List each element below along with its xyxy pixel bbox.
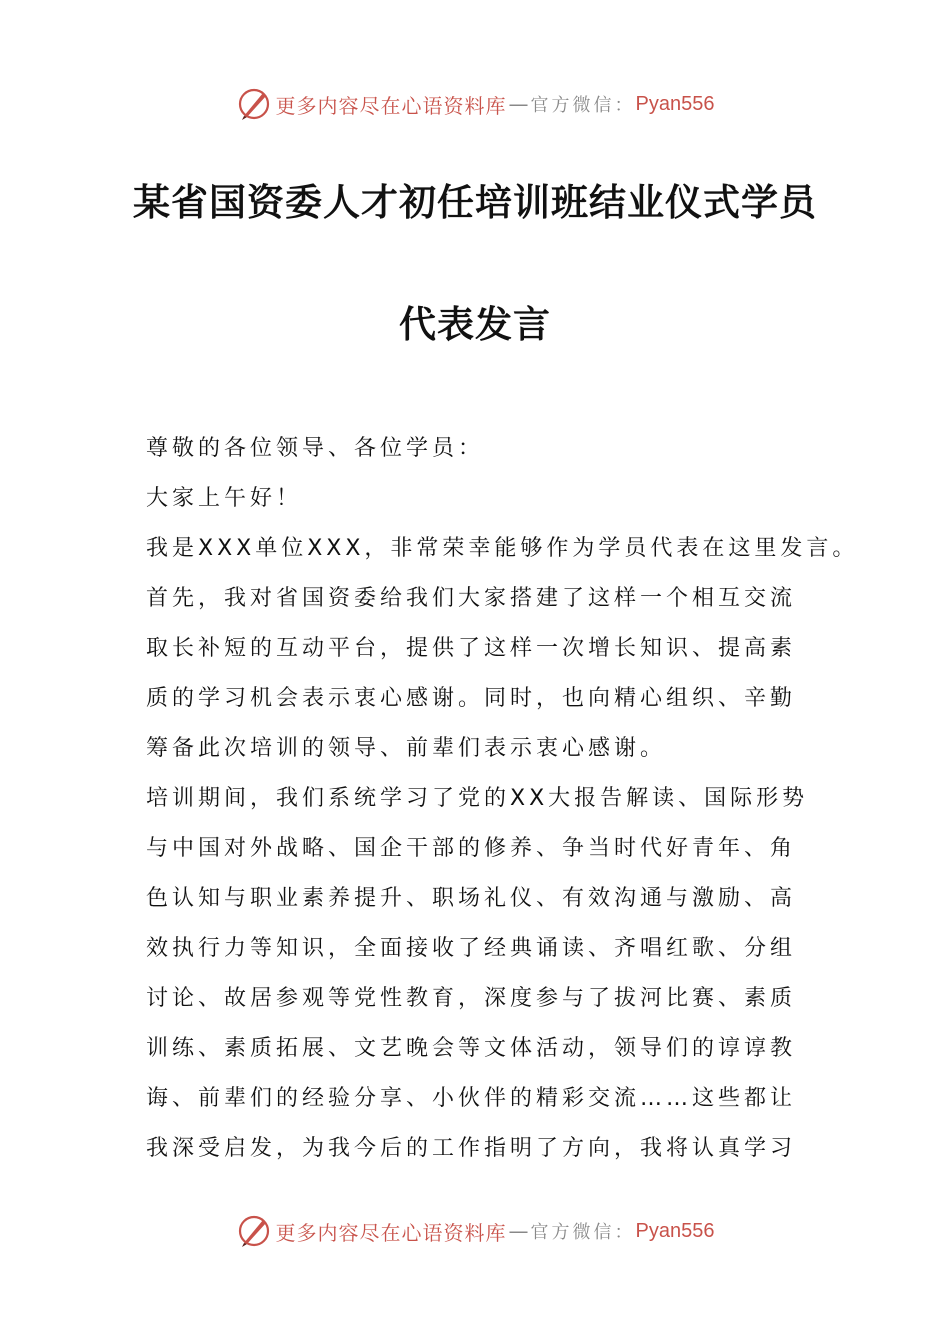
watermark-label: 官方微信： <box>530 1222 636 1243</box>
watermark-brand: 更多内容尽在心语资料库 <box>275 93 507 118</box>
quill-logo-icon <box>236 86 272 122</box>
text-line: 尊敬的各位领导、各位学员： <box>146 436 485 461</box>
document-title-line-1: 某省国资委人才初任培训班结业仪式学员 <box>133 180 817 224</box>
text-line: 与中国对外战略、国企干部的修养、争当时代好青年、角 <box>146 836 797 861</box>
text-line: 效执行力等知识，全面接收了经典诵读、齐唱红歌、分组 <box>146 936 797 961</box>
text-line: 筹备此次培训的领导、前辈们表示衷心感谢。 <box>146 736 667 761</box>
watermark-brand: 更多内容尽在心语资料库 <box>275 1220 507 1245</box>
watermark-wechat-id: Pyan556 <box>635 92 715 115</box>
watermark-dash: — <box>508 92 529 116</box>
watermark-wechat-id: Pyan556 <box>635 1219 715 1242</box>
text-line: 取长补短的互动平台，提供了这样一次增长知识、提高素 <box>146 636 797 661</box>
text-line: 质的学习机会表示衷心感谢。同时，也向精心组织、辛勤 <box>146 686 797 711</box>
text-line: 我是XXX单位XXX，非常荣幸能够作为学员代表在这里发言。 <box>146 536 859 561</box>
text-line: 诲、前辈们的经验分享、小伙伴的精彩交流……这些都让 <box>146 1086 797 1111</box>
quill-logo-icon <box>236 1213 272 1249</box>
text-line: 训练、素质拓展、文艺晚会等文体活动，领导们的谆谆教 <box>146 1036 797 1061</box>
text-line: 讨论、故居参观等党性教育，深度参与了拔河比赛、素质 <box>146 986 797 1011</box>
document-title-line-2: 代表发言 <box>399 302 551 346</box>
watermark-label: 官方微信： <box>530 95 636 116</box>
document-body <box>146 424 859 1174</box>
watermark-dash: — <box>508 1219 529 1243</box>
text-line: 首先，我对省国资委给我们大家搭建了这样一个相互交流 <box>146 586 797 611</box>
watermark-footer <box>0 1211 950 1251</box>
text-line: 色认知与职业素养提升、职场礼仪、有效沟通与激励、高 <box>146 886 797 911</box>
watermark-header <box>0 84 950 124</box>
text-line: 培训期间，我们系统学习了党的XX大报告解读、国际形势 <box>146 786 809 811</box>
text-line: 我深受启发，为我今后的工作指明了方向，我将认真学习 <box>146 1136 797 1161</box>
text-line: 大家上午好！ <box>146 486 303 511</box>
